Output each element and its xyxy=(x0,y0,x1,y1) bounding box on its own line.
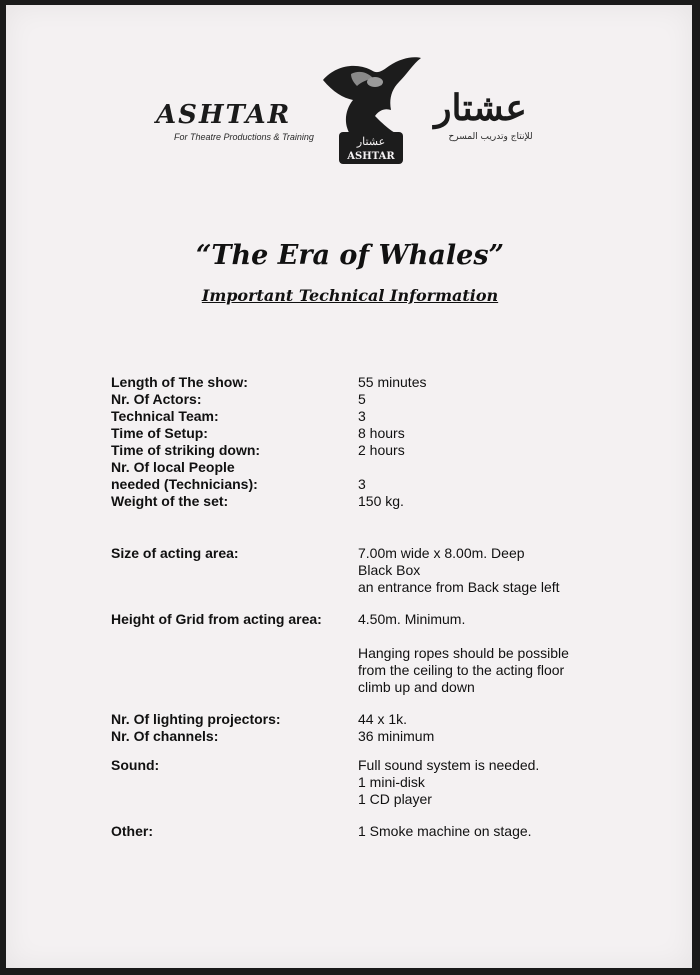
spec-row-acting-area xyxy=(111,545,631,596)
spec-row-actors xyxy=(111,391,631,408)
spec-row-grid-height xyxy=(111,611,631,696)
spec-label: Weight of the set: xyxy=(111,493,229,509)
ashtar-logo-english xyxy=(156,100,331,142)
spec-value: 55 minutes xyxy=(358,374,427,390)
spec-value: 36 minimum xyxy=(358,728,435,744)
logo-english-name: ASHTAR xyxy=(156,100,292,130)
logo-arabic-tagline: للإنتاج وتدريب المسرح xyxy=(448,132,533,142)
spec-row-length xyxy=(111,374,631,391)
spec-value: Full sound system is needed. 1 mini-disk 1 CD player xyxy=(358,757,540,807)
spec-label: Length of The show: xyxy=(111,374,248,390)
spec-row-projectors xyxy=(111,711,631,728)
spec-label: Other: xyxy=(111,823,153,839)
ashtar-emblem-icon xyxy=(315,52,425,167)
logo-english-tagline: For Theatre Productions & Training xyxy=(174,132,314,142)
spec-row-other xyxy=(111,823,631,840)
ashtar-logo-arabic xyxy=(418,88,543,142)
logo-arabic-name: عشتار xyxy=(434,87,527,129)
spec-label: Nr. Of local People needed (Technicians): xyxy=(111,459,258,492)
spec-label: Size of acting area: xyxy=(111,545,239,561)
svg-text:ASHTAR: ASHTAR xyxy=(347,151,395,162)
spec-label: Nr. Of lighting projectors: xyxy=(111,711,281,727)
spec-value: 5 xyxy=(358,391,366,407)
spec-label: Nr. Of channels: xyxy=(111,728,219,744)
spec-value: 3 xyxy=(358,408,366,424)
spec-value: 44 x 1k. xyxy=(358,711,408,727)
spec-label: Sound: xyxy=(111,757,160,773)
svg-text:عشتار: عشتار xyxy=(356,135,386,148)
spec-row-weight xyxy=(111,493,631,510)
spec-row-setup xyxy=(111,425,631,442)
spec-label: Time of striking down: xyxy=(111,442,261,458)
technical-specs xyxy=(111,374,631,840)
spec-value: 8 hours xyxy=(358,425,405,441)
spec-label: Time of Setup: xyxy=(111,425,208,441)
page-subtitle: Important Technical Information xyxy=(201,286,499,305)
spec-value: 3 xyxy=(358,476,366,492)
spec-row-team xyxy=(111,408,631,425)
spec-row-local-people xyxy=(111,459,631,493)
spec-row-channels xyxy=(111,728,631,745)
spec-row-striking xyxy=(111,442,631,459)
spec-value: 150 kg. xyxy=(358,493,404,509)
page-title: “The Era of Whales” xyxy=(195,240,505,271)
spec-label: Nr. Of Actors: xyxy=(111,391,202,407)
spec-label: Technical Team: xyxy=(111,408,219,424)
spec-value: 7.00m wide x 8.00m. Deep Black Box an entrance from Back stage left xyxy=(358,545,560,595)
spec-value: 2 hours xyxy=(358,442,405,458)
spec-value: 1 Smoke machine on stage. xyxy=(358,823,532,839)
spec-value: 4.50m. Minimum. Hanging ropes should be possible from the ceiling to the acting floor climb up and down xyxy=(358,611,569,695)
spec-row-sound xyxy=(111,757,631,808)
spec-label: Height of Grid from acting area: xyxy=(111,611,322,627)
